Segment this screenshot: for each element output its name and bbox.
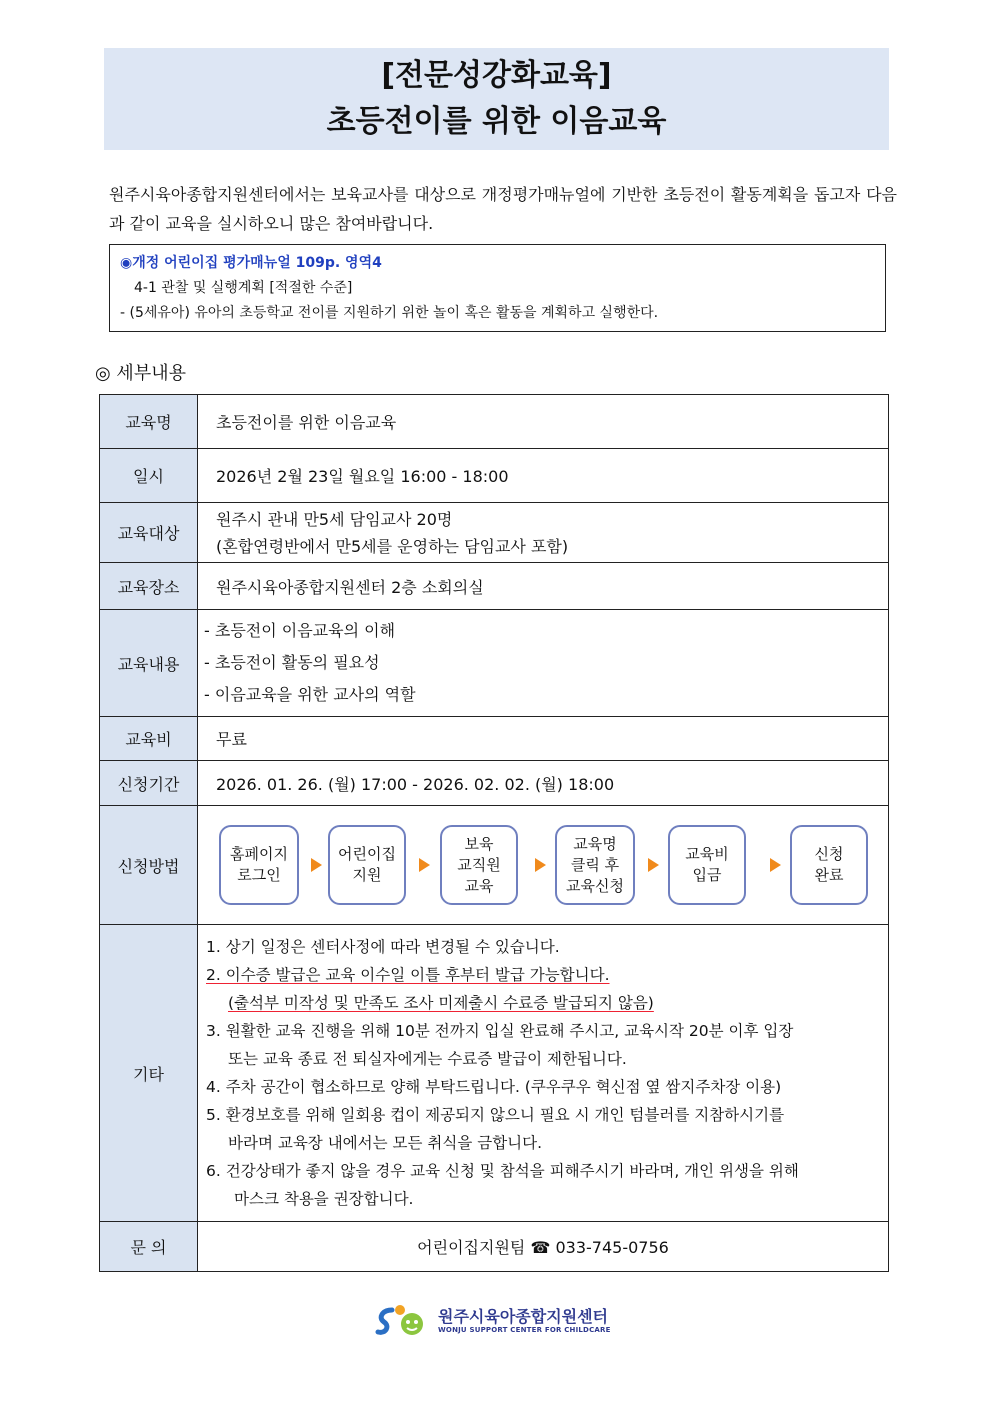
center-logo	[374, 1302, 634, 1344]
title-line-1: [전문성강화교육]	[381, 58, 612, 93]
row-label-method: 신청방법	[100, 806, 198, 925]
content-item: - 초등전이 활동의 필요성	[204, 653, 380, 672]
table-row	[100, 563, 889, 610]
detail-table	[99, 394, 889, 1272]
row-value-date: 2026년 2월 23일 월요일 16:00 - 18:00	[198, 449, 889, 503]
etc-line: 마스크 착용을 권장합니다.	[234, 1190, 414, 1208]
table-row	[100, 806, 889, 925]
etc-line: 또는 교육 종료 전 퇴실자에게는 수료증 발급이 제한됩니다.	[228, 1050, 627, 1068]
etc-line: 4. 주차 공간이 협소하므로 양해 부탁드립니다. (쿠우쿠우 혁신점 옆 쌈지주차장 이용)	[206, 1078, 782, 1096]
table-row	[100, 449, 889, 503]
center-logo-icon	[374, 1302, 428, 1342]
table-row	[100, 395, 889, 449]
evaluation-notice-box	[109, 244, 886, 332]
table-row	[100, 610, 889, 717]
target-line-2: (혼합연령반에서 만5세를 운영하는 담임교사 포함)	[216, 536, 569, 556]
row-label-place: 교육장소	[100, 563, 198, 610]
step-payment: 교육비 입금	[668, 825, 746, 905]
etc-line: 1. 상기 일정은 센터사정에 따라 변경될 수 있습니다.	[206, 938, 560, 956]
row-label-etc: 기타	[100, 925, 198, 1222]
arrow-right-icon	[535, 858, 546, 872]
step-course-apply: 교육명 클릭 후 교육신청	[555, 825, 635, 905]
row-label-content: 교육내용	[100, 610, 198, 717]
table-row	[100, 503, 889, 563]
content-item: - 이음교육을 위한 교사의 역할	[204, 685, 416, 704]
row-value-content	[198, 610, 889, 717]
step-staff-education: 보육 교직원 교육	[440, 825, 518, 905]
row-label-name: 교육명	[100, 395, 198, 449]
etc-line: 5. 환경보호를 위해 일회용 컵이 제공되지 않으니 필요 시 개인 텀블러를 지참하시기를	[206, 1106, 785, 1124]
row-label-fee: 교육비	[100, 717, 198, 761]
step-daycare-support: 어린이집 지원	[328, 825, 406, 905]
etc-line: 6. 건강상태가 좋지 않을 경우 교육 신청 및 참석을 피해주시기 바라며, 개인 위생을 위해	[206, 1162, 799, 1180]
notice-line-2: 4-1 관찰 및 실행계획 [적절한 수준]	[134, 280, 353, 296]
row-value-method	[198, 806, 889, 925]
row-label-target: 교육대상	[100, 503, 198, 563]
center-name: 원주시육아종합지원센터	[438, 1307, 609, 1326]
row-value-etc	[198, 925, 889, 1222]
application-flow	[198, 806, 888, 924]
arrow-right-icon	[419, 858, 430, 872]
row-value-name: 초등전이를 위한 이음교육	[198, 395, 889, 449]
row-label-date: 일시	[100, 449, 198, 503]
row-value-period: 2026. 01. 26. (월) 17:00 - 2026. 02. 02. (월) 18:00	[198, 761, 889, 806]
table-row	[100, 925, 889, 1222]
etc-line: (출석부 미작성 및 만족도 조사 미제출시 수료증 발급되지 않음)	[228, 994, 654, 1012]
table-row	[100, 761, 889, 806]
section-label: ◎ 세부내용	[95, 363, 186, 384]
target-line-1: 원주시 관내 만5세 담임교사 20명	[216, 509, 453, 529]
step-login: 홈페이지 로그인	[219, 825, 299, 905]
title-banner	[104, 48, 889, 150]
row-label-contact: 문 의	[100, 1222, 198, 1272]
row-label-period: 신청기간	[100, 761, 198, 806]
arrow-right-icon	[648, 858, 659, 872]
notice-line-1: ◉개정 어린이집 평가매뉴얼 109p. 영역4	[120, 255, 382, 271]
etc-line: 바라며 교육장 내에서는 모든 취식을 금합니다.	[228, 1134, 543, 1152]
etc-line: 3. 원활한 교육 진행을 위해 10분 전까지 입실 완료해 주시고, 교육시작 20분 이후 입장	[206, 1022, 794, 1040]
arrow-right-icon	[770, 858, 781, 872]
center-name-english: WONJU SUPPORT CENTER FOR CHILDCARE	[438, 1326, 611, 1334]
row-value-contact: 어린이집지원팀 ☎ 033-745-0756	[198, 1222, 889, 1272]
row-value-target	[198, 503, 889, 563]
notice-line-3: - (5세유아) 유아의 초등학교 전이를 지원하기 위한 놀이 혹은 활동을 계획하고 실행한다.	[120, 305, 659, 321]
row-value-fee: 무료	[198, 717, 889, 761]
table-row	[100, 1222, 889, 1272]
title-line-2: 초등전이를 위한 이음교육	[326, 104, 667, 139]
content-item: - 초등전이 이음교육의 이해	[204, 621, 396, 640]
step-complete: 신청 완료	[790, 825, 868, 905]
table-row	[100, 717, 889, 761]
row-value-place: 원주시육아종합지원센터 2층 소회의실	[198, 563, 889, 610]
etc-line: 2. 이수증 발급은 교육 이수일 이틀 후부터 발급 가능합니다.	[206, 966, 610, 984]
intro-paragraph: 원주시육아종합지원센터에서는 보육교사를 대상으로 개정평가매뉴얼에 기반한 초등전이 활동계획을 돕고자 다음과 같이 교육을 실시하오니 많은 참여바랍니다.	[109, 185, 897, 233]
arrow-right-icon	[311, 858, 322, 872]
